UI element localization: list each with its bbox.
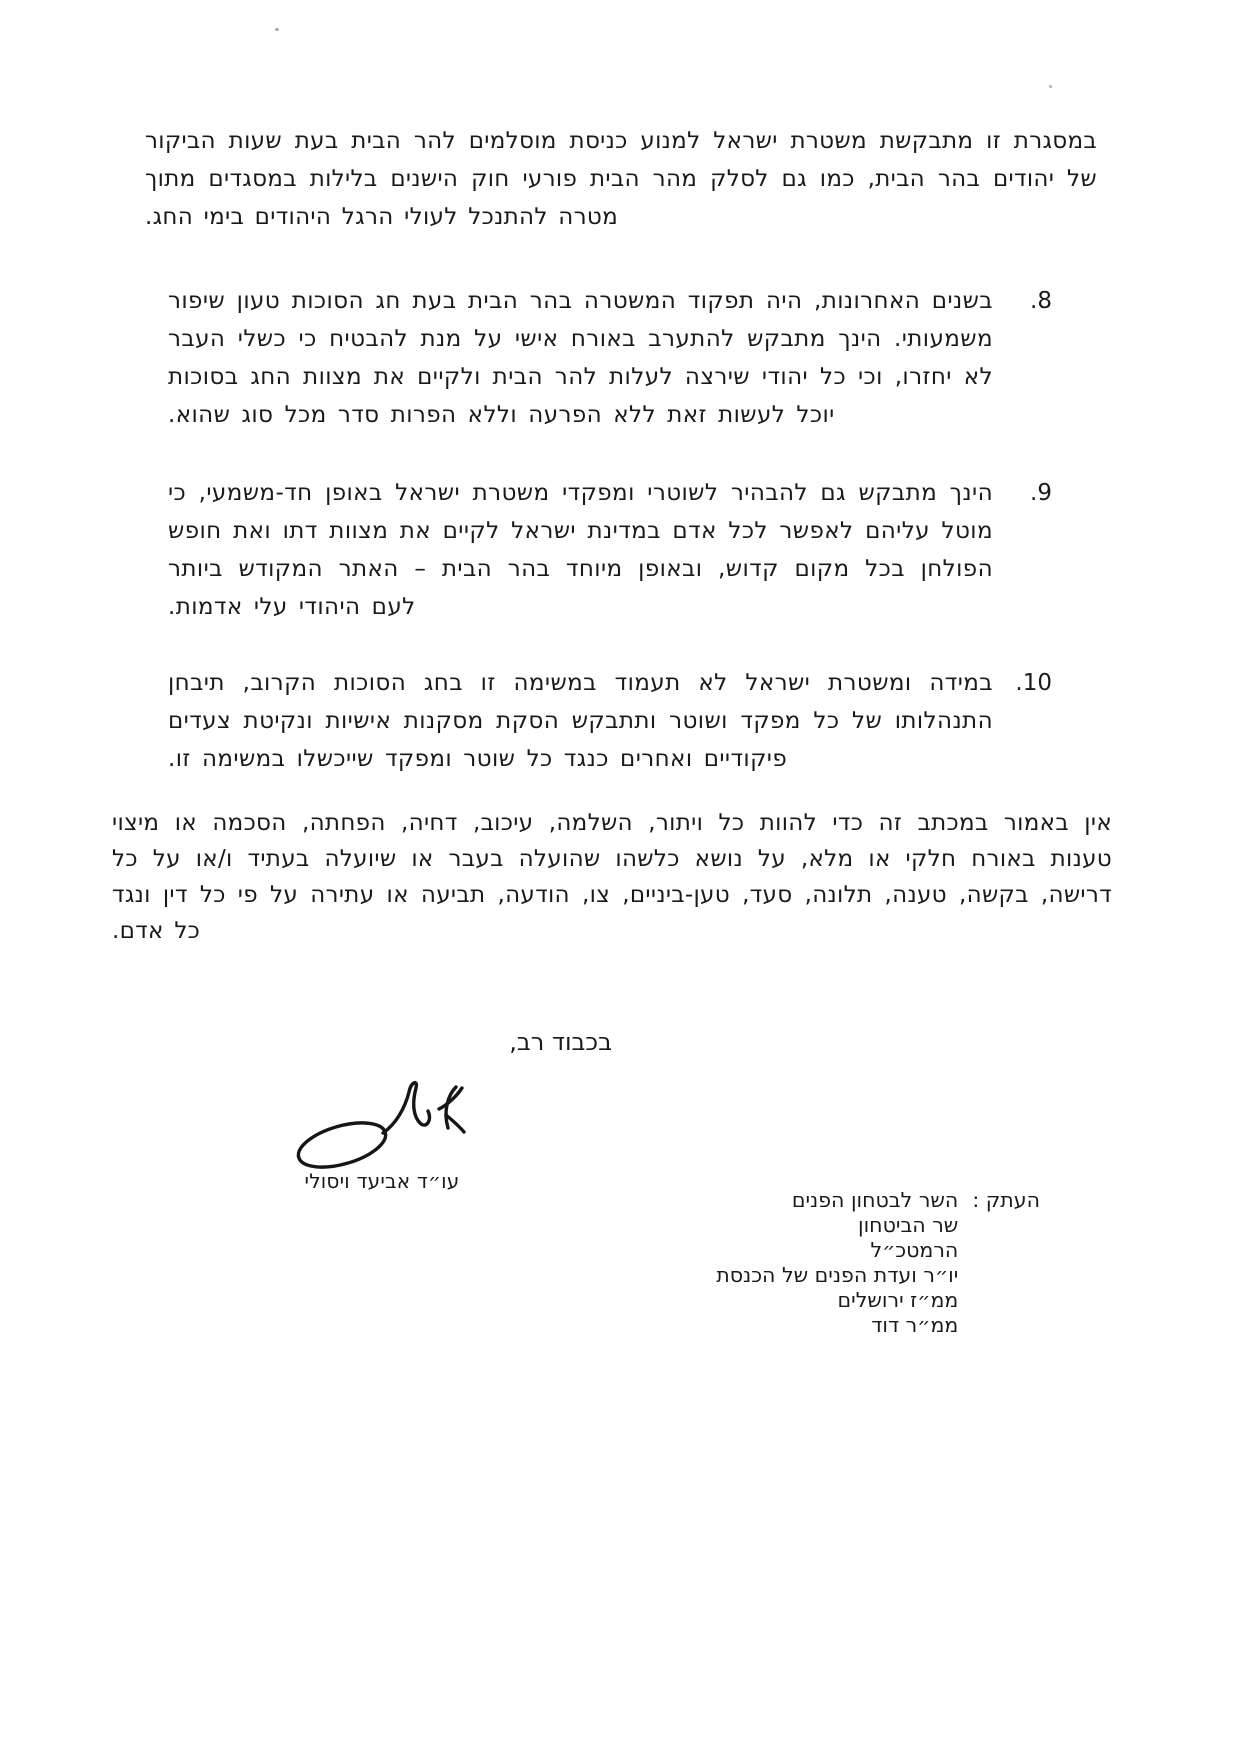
cc-list — [716, 1188, 958, 1338]
cc-block — [716, 1188, 1040, 1338]
signatory-name: עו״ד אביעד ויסולי — [304, 1169, 460, 1193]
cc-recipient: שר הביטחון — [858, 1213, 959, 1237]
scan-artifact-dot — [1049, 85, 1052, 88]
list-item-9-text: הינך מתבקש גם להבהיר לשוטרי ומפקדי משטרת ישראל באופן חד-משמעי, כי מוטל עליהם לאפשר לכל אדם במדינת ישראל לקיים את מצוות דתו ואת חופש הפולחן בכל מקום קדוש, ובאופן מיוחד בהר הבית – האתר המקודש ביותר לעם היהודי עלי אדמות. — [168, 480, 993, 620]
cc-recipient: הרמטכ״ל — [870, 1238, 959, 1262]
cc-recipient: השר לבטחון הפנים — [791, 1188, 959, 1212]
cc-recipient: ממ״ז ירושלים — [837, 1288, 959, 1312]
scan-artifact-dot — [275, 28, 279, 31]
list-item-10-text: במידה ומשטרת ישראל לא תעמוד במשימה זו בחג הסוכות הקרוב, תיבחן התנהלותו של כל מפקד ושוטר ותתבקש הסקת מסקנות אישיות ונקיטת צעדים פיקודיים ואחרים כנגד כל שוטר ומפקד שייכשלו במשימה זו. — [168, 670, 993, 772]
closing-salutation: בכבוד רב, — [509, 1028, 612, 1056]
list-item-8-number: 8. — [1030, 288, 1052, 314]
list-item-9-number: 9. — [1030, 480, 1052, 506]
list-item-8-text: בשנים האחרונות, היה תפקוד המשטרה בהר הבית בעת חג הסוכות טעון שיפור משמעותי. הינך מתבקש להתערב באורח אישי על מנת להבטיח כי כשלי העבר לא יחזרו, וכי כל יהודי שירצה לעלות להר הבית ולקיים את מצוות החג בסוכות יוכל לעשות זאת ללא הפרעה וללא הפרות סדר מכל סוג שהוא. — [168, 288, 993, 428]
cc-recipient: יו״ר ועדת הפנים של הכנסת — [716, 1263, 959, 1287]
cc-recipient: ממ״ר דוד — [871, 1313, 959, 1337]
disclaimer-paragraph: אין באמור במכתב זה כדי להוות כל ויתור, השלמה, עיכוב, דחיה, הפחתה, הסכמה או מיצוי טענות באורח חלקי או מלא, על נושא כלשהו שהועלה בעבר או שיועלה בעתיד ו/או על כל דרישה, בקשה, טענה, תלונה, סעד, טען-ביניים, צו, הודעה, תביעה או עתירה על פי כל דין ונגד כל אדם. — [112, 810, 1112, 944]
cc-label: העתק : — [972, 1188, 1040, 1212]
intro-paragraph: במסגרת זו מתבקשת משטרת ישראל למנוע כניסת מוסלמים להר הבית בעת שעות הביקור של יהודים בהר הבית, כמו גם לסלק מהר הבית פורעי חוק הישנים בלילות במסגדים מתוך מטרה להתנכל לעולי הרגל היהודים בימי החג. — [145, 128, 1097, 230]
list-item-10-number: 10. — [1015, 670, 1052, 696]
